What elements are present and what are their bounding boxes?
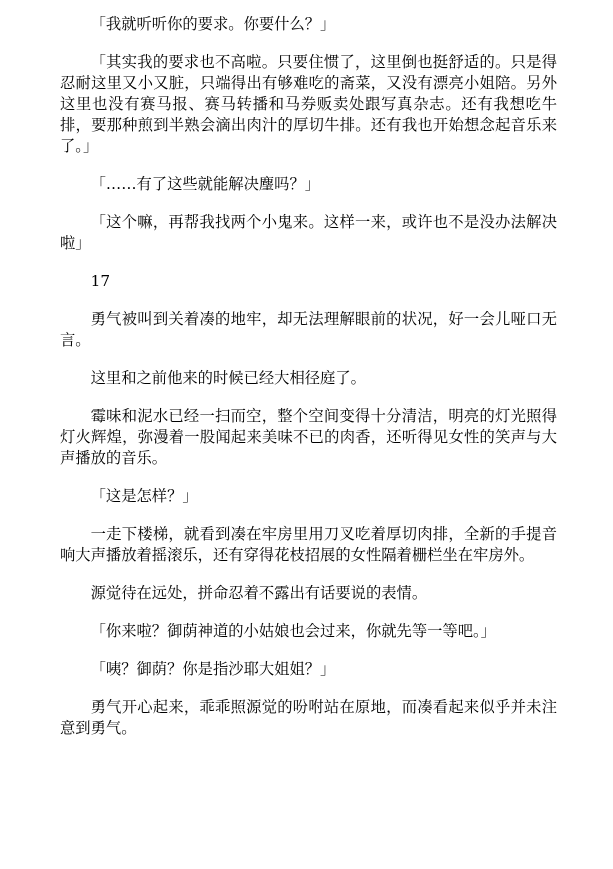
paragraph: 「这是怎样？」 xyxy=(90,487,198,505)
paragraph: 霉味和泥水已经一扫而空，整个空间变得十分清洁，明亮的灯光照得灯火辉煌，弥漫着一股闻起来美味不已的肉香，还听得见女性的笑声与大声播放的音乐。 xyxy=(60,407,557,467)
section-number: 17 xyxy=(90,272,111,290)
paragraph: 一走下楼梯，就看到凑在牢房里用刀叉吃着厚切肉排，全新的手提音响大声播放着摇滚乐，还有穿得花枝招展的女性隔着栅栏坐在牢房外。 xyxy=(60,525,557,564)
paragraph: 这里和之前他来的时候已经大相径庭了。 xyxy=(90,369,366,387)
document-page xyxy=(60,14,557,756)
paragraph: 勇气开心起来，乖乖照源觉的吩咐站在原地，而凑看起来似乎并未注意到勇气。 xyxy=(60,698,557,737)
paragraph: 「咦？御荫？你是指沙耶大姐姐？」 xyxy=(90,660,336,678)
paragraph: 「这个嘛，再帮我找两个小鬼来。这样一来，或许也不是没办法解决啦」 xyxy=(60,213,557,252)
paragraph: 「……有了这些就能解决麈吗？」 xyxy=(90,175,321,193)
paragraph: 源觉待在远处，拼命忍着不露出有话要说的表情。 xyxy=(90,584,428,602)
paragraph: 「你来啦？御荫神道的小姑娘也会过来，你就先等一等吧。」 xyxy=(90,622,496,640)
paragraph: 「其实我的要求也不高啦。只要住惯了，这里倒也挺舒适的。只是得忍耐这里又小又脏，只端得出有够难吃的斋菜，又没有漂亮小姐陪。另外这里也没有赛马报、赛马转播和马券贩卖处跟写真杂志。还有我想吃牛排，要那种煎到半熟会滴出肉汁的厚切牛排。还有我也开始想念起音乐来了。」 xyxy=(60,53,557,155)
paragraph: 勇气被叫到关着凑的地牢，却无法理解眼前的状况，好一会儿哑口无言。 xyxy=(60,310,557,349)
paragraph: 「我就听听你的要求。你要什么？」 xyxy=(90,15,336,33)
